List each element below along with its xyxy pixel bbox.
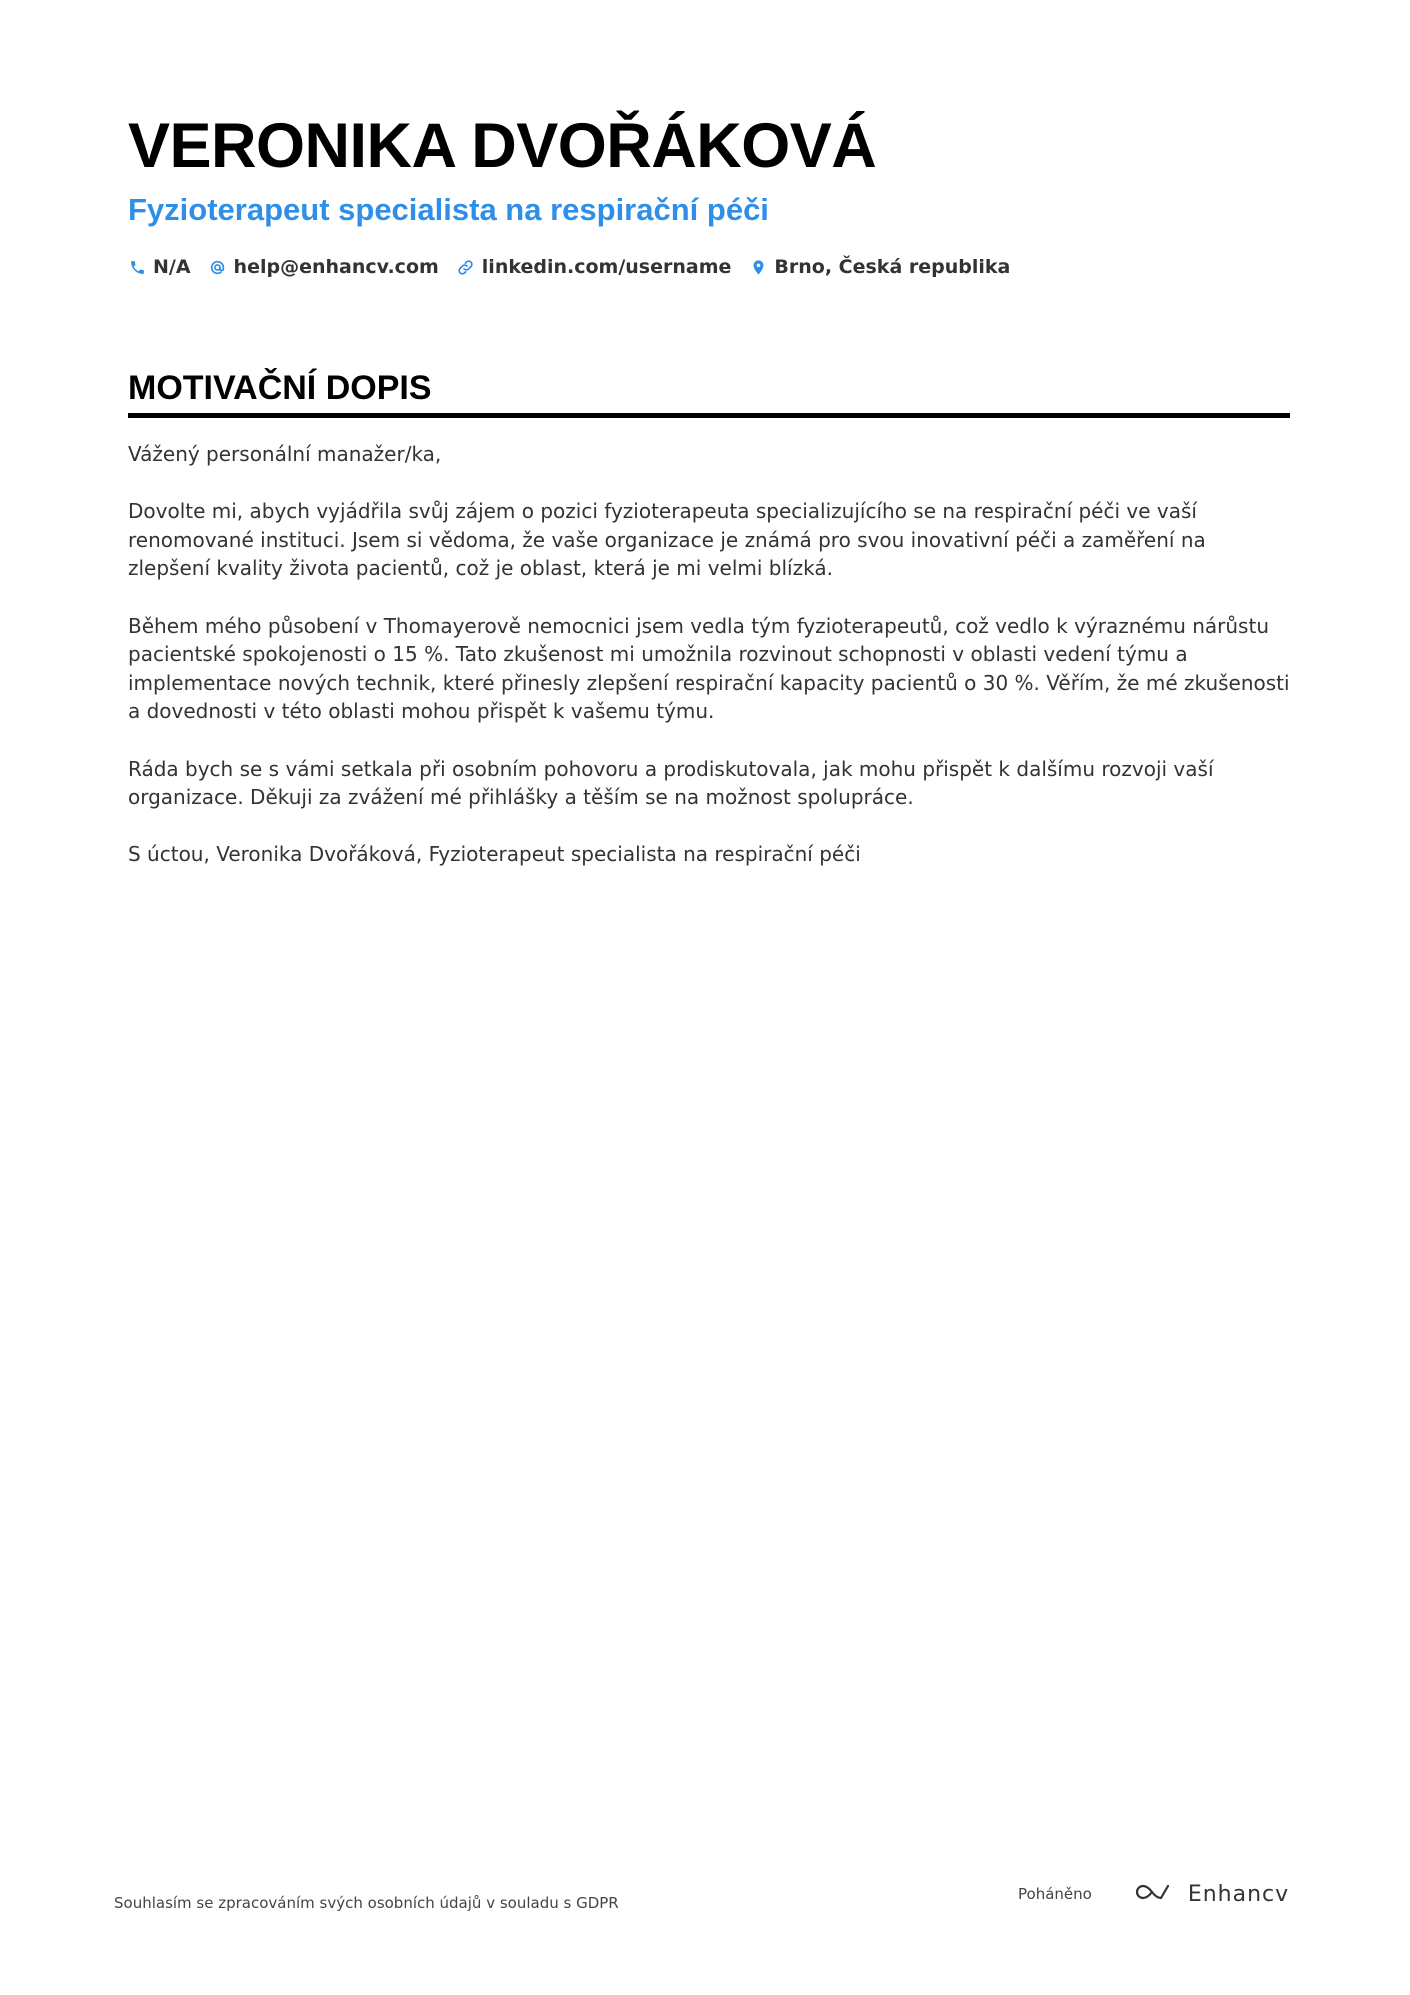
brand-name: Enhancv bbox=[1187, 1881, 1290, 1907]
phone-icon bbox=[128, 258, 146, 276]
powered-by-label: Poháněno bbox=[1018, 1885, 1092, 1903]
candidate-title: Fyzioterapeut specialista na respirační péči bbox=[128, 192, 769, 227]
gdpr-consent: Souhlasím se zpracováním svých osobních údajů v souladu s GDPR bbox=[114, 1894, 619, 1912]
letter-paragraph: Dovolte mi, abych vyjádřila svůj zájem o pozici fyzioterapeuta specializujícího se na respirační péči ve vaší renomované instituci. Jsem si vědoma, že vaše organizace je známá pro svou inovativní péči a zaměření na zlepšení kvality života pacientů, což je oblast, která je mi velmi blízká. bbox=[128, 499, 1206, 581]
letter-greeting: Vážený personální manažer/ka, bbox=[128, 442, 442, 466]
letter-paragraph: Během mého působení v Thomayerově nemocnici jsem vedla tým fyzioterapeutů, což vedlo k výraznému nárůstu pacientské spokojenosti o 15 %. Tato zkušenost mi umožnila rozvinout schopnosti v oblasti vedení týmu a implementace nových technik, které přinesly zlepšení respirační kapacity pacientů o 30 %. Věřím, že mé zkušenosti a dovednosti v této oblasti mohou přispět k vašemu týmu. bbox=[128, 613, 1290, 724]
contact-linkedin[interactable] bbox=[457, 252, 732, 282]
at-icon bbox=[209, 258, 227, 276]
candidate-name: VERONIKA DVOŘÁKOVÁ bbox=[128, 111, 877, 181]
letter-closing: S úctou, Veronika Dvořáková, Fyzioterapeut specialista na respirační péči bbox=[128, 842, 861, 867]
contact-phone bbox=[128, 252, 191, 282]
contact-linkedin-text[interactable]: linkedin.com/username bbox=[481, 256, 732, 278]
enhancv-logo-icon bbox=[1132, 1880, 1178, 1908]
contact-location-text: Brno, Česká republika bbox=[774, 256, 1011, 278]
map-pin-icon bbox=[749, 258, 767, 276]
contact-location bbox=[749, 252, 1010, 282]
section-heading: MOTIVAČNÍ DOPIS bbox=[128, 366, 1290, 418]
powered-by bbox=[1018, 1880, 1289, 1908]
contact-email-text[interactable]: help@enhancv.com bbox=[233, 256, 439, 278]
contact-email[interactable] bbox=[209, 252, 439, 282]
letter-body bbox=[128, 440, 1290, 898]
letter-paragraph: Ráda bych se s vámi setkala při osobním pohovoru a prodiskutovala, jak mohu přispět k dalšímu rozvoji vaší organizace. Děkuji za zvážení mé přihlášky a těším se na možnost spolupráce. bbox=[128, 756, 1214, 810]
link-icon bbox=[457, 258, 475, 276]
contact-bar bbox=[128, 252, 1010, 282]
contact-phone-text: N/A bbox=[153, 256, 191, 278]
brand-link[interactable] bbox=[1132, 1880, 1289, 1908]
